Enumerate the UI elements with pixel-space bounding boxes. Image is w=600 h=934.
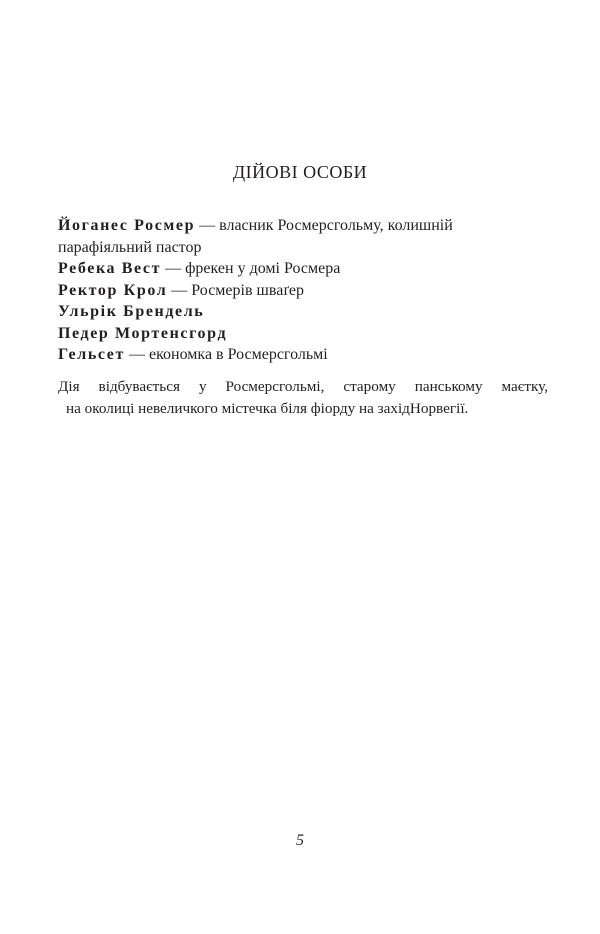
setting-line-1: Дія відбувається у Росмерсгольмі, старому панському маєтку,: [58, 378, 548, 395]
setting-line-2: на околиці невеличкого містечка біля фіорду на західНорвегії.: [66, 400, 469, 417]
cast-item-rebekka: [58, 258, 548, 280]
cast-description-continued: парафіяльний пастор: [58, 238, 202, 256]
cast-name: Ребека Вест: [58, 260, 162, 277]
cast-item-kroll: [58, 280, 548, 302]
cast-item-rosmer: [58, 215, 548, 258]
cast-description: — Росмерів шваґер: [167, 281, 305, 299]
cast-description: — власник Росмерсгольму, колишній: [195, 217, 453, 234]
setting-note: [58, 376, 548, 420]
cast-name: Ульрік Брендель: [58, 303, 205, 320]
cast-description: — економка в Росмерсгольмі: [124, 346, 328, 363]
cast-item-helseth: [58, 344, 548, 366]
cast-name: Ректор Крол: [58, 281, 168, 299]
cast-name: Йоганес Росмер: [58, 217, 196, 234]
cast-list: [58, 215, 548, 366]
cast-name: Гельсет: [58, 346, 125, 363]
cast-item-mortensgard: [58, 323, 548, 345]
page-number: 5: [296, 832, 304, 849]
cast-name: Педер Мортенсгорд: [58, 324, 228, 342]
page-title: ДІЙОВІ ОСОБИ: [232, 162, 368, 182]
cast-item-brendel: [58, 301, 548, 323]
cast-description: — фрекен у домі Росмера: [161, 260, 341, 277]
